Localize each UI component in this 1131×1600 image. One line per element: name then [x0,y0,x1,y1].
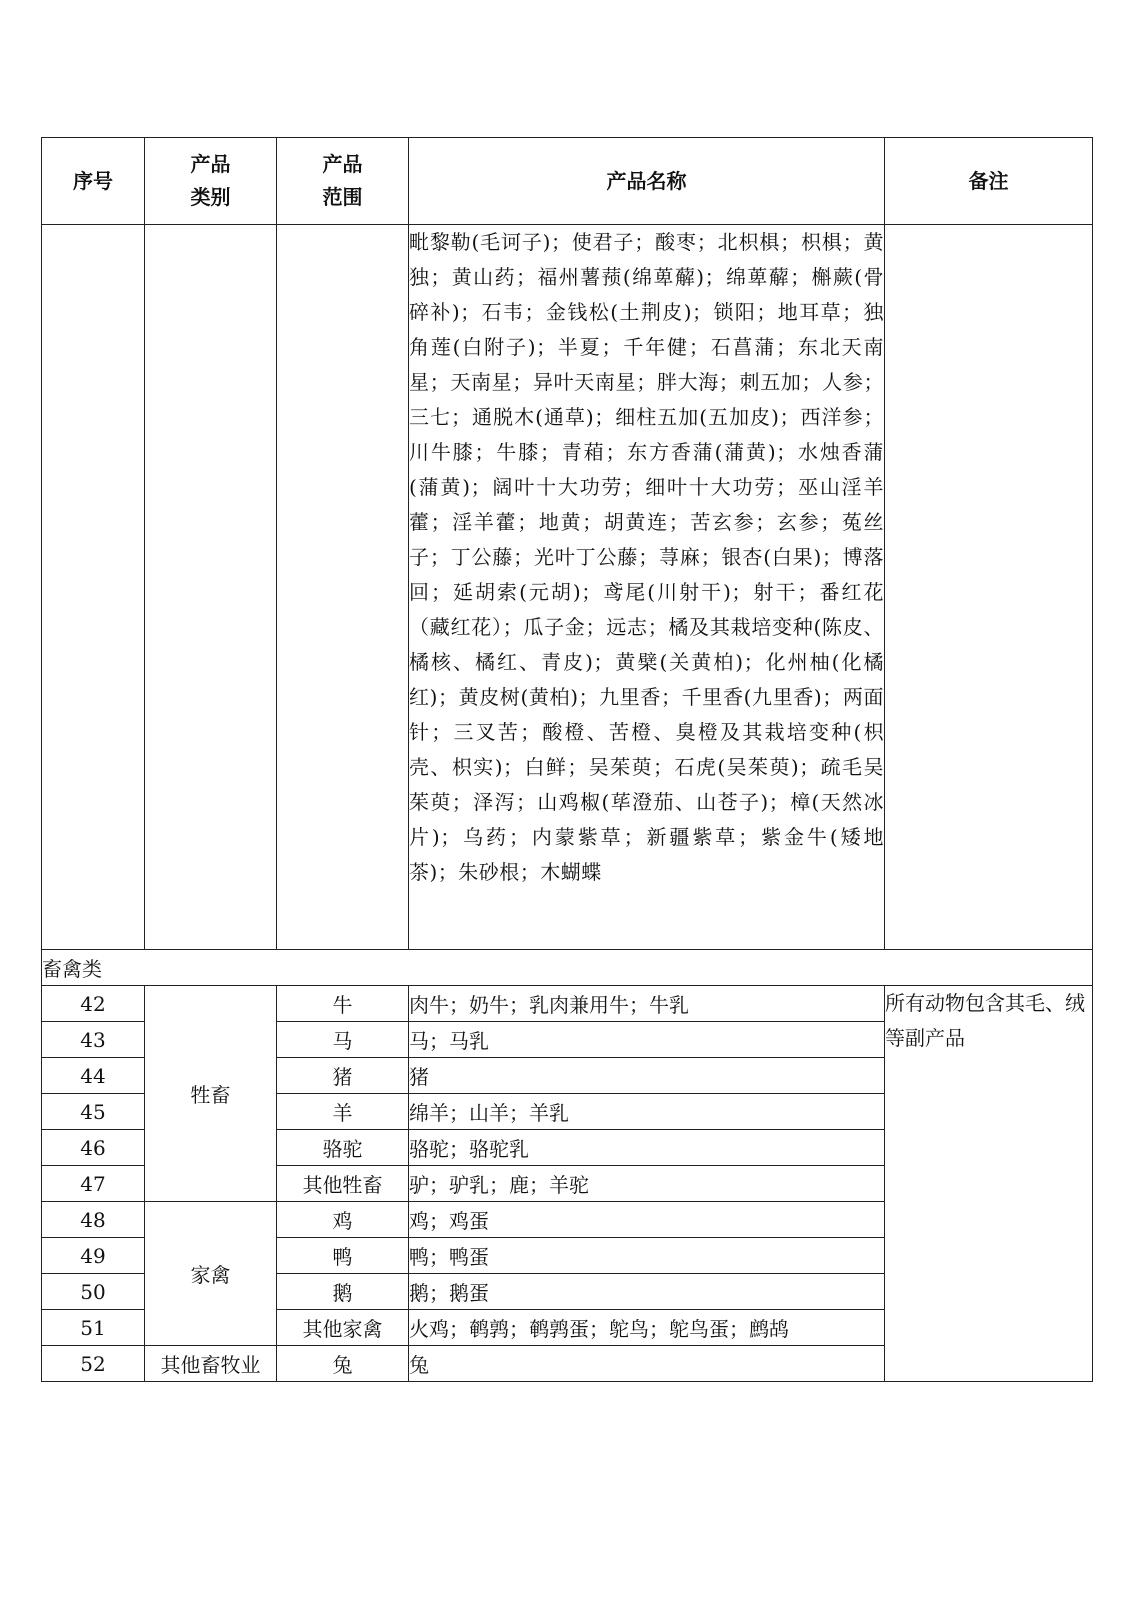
header-seq: 序号 [42,138,145,225]
names-cell: 驴；驴乳；鹿；羊驼 [409,1166,885,1202]
seq-cell: 46 [42,1130,145,1166]
scope-cell: 骆驼 [277,1130,409,1166]
header-category: 产品 类别 [145,138,277,225]
names-cell: 兔 [409,1346,885,1382]
remark-cell [885,225,1093,950]
seq-cell: 51 [42,1310,145,1346]
header-name: 产品名称 [409,138,885,225]
seq-cell: 42 [42,986,145,1022]
header-scope: 产品 范围 [277,138,409,225]
category-cell [145,225,277,950]
section-row [42,950,1093,986]
remark-note: 所有动物包含其毛、绒等副产品 [885,986,1093,1382]
names-cell: 火鸡；鹌鹑；鹌鹑蛋；鸵鸟；鸵鸟蛋；鹧鸪 [409,1310,885,1346]
scope-cell: 鸡 [277,1202,409,1238]
product-table [41,137,1093,1382]
scope-cell: 鸭 [277,1238,409,1274]
scope-cell: 鹅 [277,1274,409,1310]
seq-cell: 43 [42,1022,145,1058]
scope-cell [277,225,409,950]
names-cell: 马；马乳 [409,1022,885,1058]
names-cell: 骆驼；骆驼乳 [409,1130,885,1166]
seq-cell: 45 [42,1094,145,1130]
names-cell: 猪 [409,1058,885,1094]
scope-cell: 兔 [277,1346,409,1382]
names-cell: 绵羊；山羊；羊乳 [409,1094,885,1130]
continued-row [42,225,1093,950]
category-livestock: 牲畜 [145,986,277,1202]
names-cell: 鹅；鹅蛋 [409,1274,885,1310]
names-cell: 鸭；鸭蛋 [409,1238,885,1274]
names-cell: 鸡；鸡蛋 [409,1202,885,1238]
continued-names: 毗黎勒(毛诃子)；使君子；酸枣；北枳椇；枳椇；黄独；黄山药；福州薯蓣(绵萆薢)；绵萆薢；槲蕨(骨碎补)；石韦；金钱松(土荆皮)；锁阳；地耳草；独角莲(白附子)；半夏；千年健；石菖蒲；东北天南星；天南星；异叶天南星；胖大海；刺五加；人参；三七；通脱木(通草)；细柱五加(五加皮)；西洋参；川牛膝；牛膝；青葙；东方香蒲(蒲黄)；水烛香蒲(蒲黄)；阔叶十大功劳；细叶十大功劳；巫山淫羊藿；淫羊藿；地黄；胡黄连；苦玄参；玄参；菟丝子；丁公藤；光叶丁公藤；荨麻；银杏(白果)；博落回；延胡索(元胡)；鸢尾(川射干)；射干；番红花（藏红花）；瓜子金；远志；橘及其栽培变种(陈皮、橘核、橘红、青皮)；黄檗(关黄柏)；化州柚(化橘红)；黄皮树(黄柏)；九里香；千里香(九里香)；两面针；三叉苦；酸橙、苦橙、臭橙及其栽培变种(枳壳、枳实)；白鲜；吴茱萸；石虎(吴茱萸)；疏毛吴茱萸；泽泻；山鸡椒(荜澄茄、山苍子)；樟(天然冰片)；乌药；内蒙紫草；新疆紫草；紫金牛(矮地茶)；朱砂根；木蝴蝶 [409,225,885,950]
scope-cell: 牛 [277,986,409,1022]
category-poultry: 家禽 [145,1202,277,1346]
seq-cell [42,225,145,950]
seq-cell: 44 [42,1058,145,1094]
scope-cell: 马 [277,1022,409,1058]
seq-cell: 50 [42,1274,145,1310]
scope-cell: 其他牲畜 [277,1166,409,1202]
scope-cell: 猪 [277,1058,409,1094]
seq-cell: 47 [42,1166,145,1202]
names-cell: 肉牛；奶牛；乳肉兼用牛；牛乳 [409,986,885,1022]
header-row [42,138,1093,225]
section-title: 畜禽类 [42,950,1093,986]
seq-cell: 48 [42,1202,145,1238]
category-other: 其他畜牧业 [145,1346,277,1382]
scope-cell: 其他家禽 [277,1310,409,1346]
seq-cell: 52 [42,1346,145,1382]
seq-cell: 49 [42,1238,145,1274]
scope-cell: 羊 [277,1094,409,1130]
table-row [42,986,1093,1022]
header-remark: 备注 [885,138,1093,225]
